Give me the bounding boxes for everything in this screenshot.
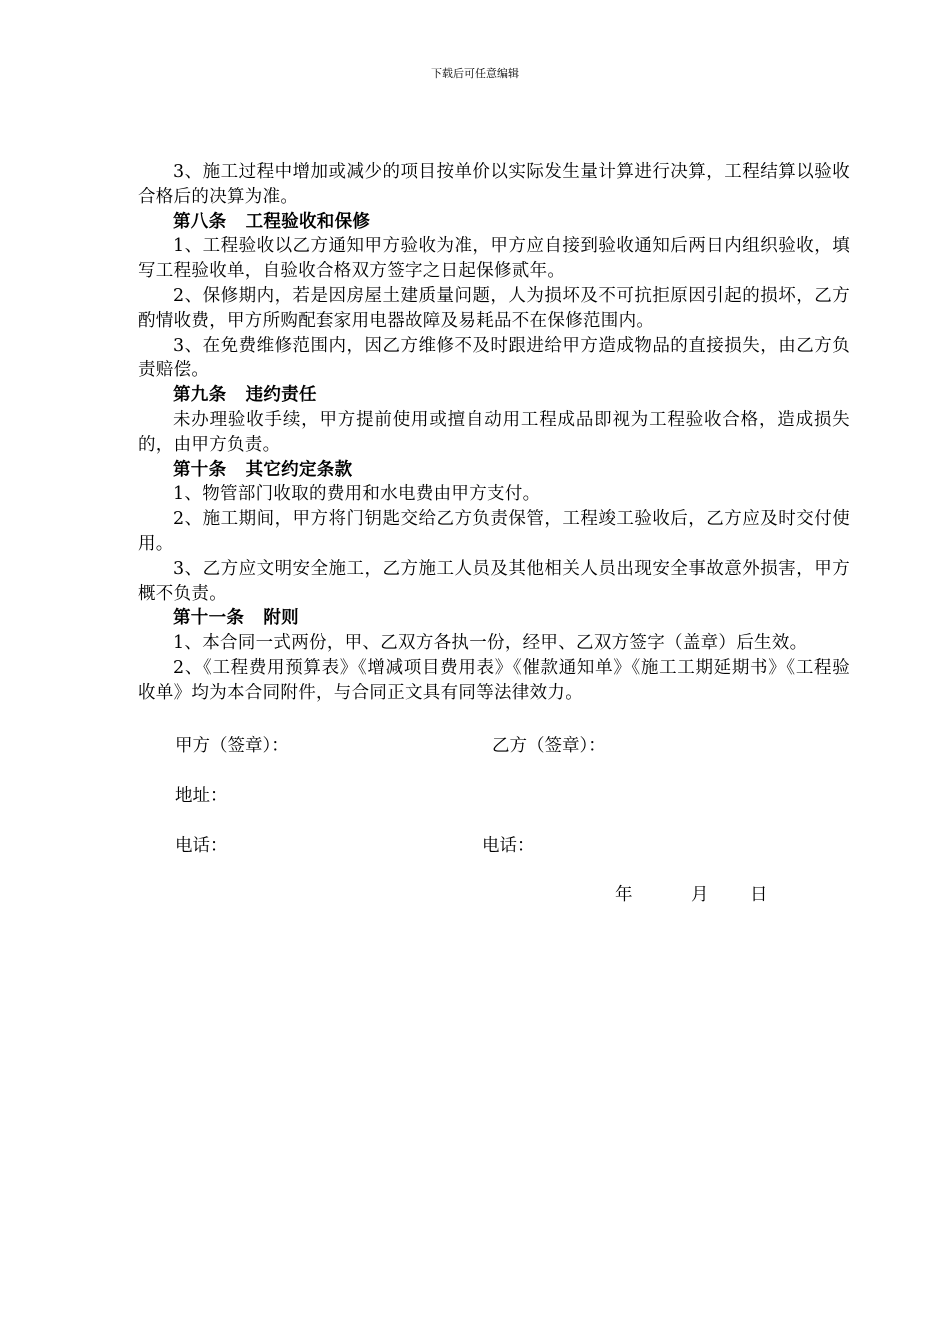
party-b-phone-label: 电话：: [482, 836, 535, 856]
party-a-signature-label: 甲方（签章）：: [175, 736, 289, 756]
date-month-label: 月: [691, 885, 709, 905]
address-label: 地址：: [175, 786, 228, 806]
header-note: 下载后可任意编辑: [431, 67, 519, 80]
clause-paragraph: 2、《工程费用预算表》《增减项目费用表》《催款通知单》《施工工期延期书》《工程验收单》均为本合同附件，与合同正文具有同等法律效力。: [138, 657, 850, 703]
date-day-label: 日: [750, 885, 768, 905]
clause-paragraph: 3、施工过程中增加或减少的项目按单价以实际发生量计算进行决算，工程结算以验收合格后的决算为准。: [138, 162, 850, 207]
article-heading: 第十条 其它约定条款: [173, 459, 353, 480]
contract-body: [138, 160, 850, 706]
article-heading: 第八条 工程验收和保修: [173, 211, 371, 232]
party-a-phone-label: 电话：: [175, 836, 228, 856]
clause-paragraph: 2、施工期间，甲方将门钥匙交给乙方负责保管，工程竣工验收后，乙方应及时交付使用。: [138, 509, 850, 554]
article-heading: 第十一条 附则: [173, 608, 299, 629]
clause-paragraph: 未办理验收手续，甲方提前使用或擅自动用工程成品即视为工程验收合格，造成损失的，由甲方负责。: [138, 409, 850, 455]
clause-paragraph: 3、在免费维修范围内，因乙方维修不及时跟进给甲方造成物品的直接损失，由乙方负责赔偿。: [138, 335, 850, 381]
article-heading: 第九条 违约责任: [173, 385, 317, 406]
clause-paragraph: 1、工程验收以乙方通知甲方验收为准，甲方应自接到验收通知后两日内组织验收，填写工程验收单，自验收合格双方签字之日起保修贰年。: [138, 236, 850, 282]
clause-paragraph: 1、物管部门收取的费用和水电费由甲方支付。: [173, 484, 541, 505]
clause-paragraph: 2、保修期内，若是因房屋土建质量问题，人为损坏及不可抗拒原因引起的损坏，乙方酌情收费，甲方所购配套家用电器故障及易耗品不在保修范围内。: [138, 285, 850, 331]
clause-paragraph: 1、本合同一式两份，甲、乙双方各执一份，经甲、乙双方签字（盖章）后生效。: [173, 633, 808, 654]
date-year-label: 年: [615, 885, 633, 905]
clause-paragraph: 3、乙方应文明安全施工，乙方施工人员及其他相关人员出现安全事故意外损害，甲方概不负责。: [138, 558, 850, 604]
party-b-signature-label: 乙方（签章）：: [492, 736, 606, 756]
